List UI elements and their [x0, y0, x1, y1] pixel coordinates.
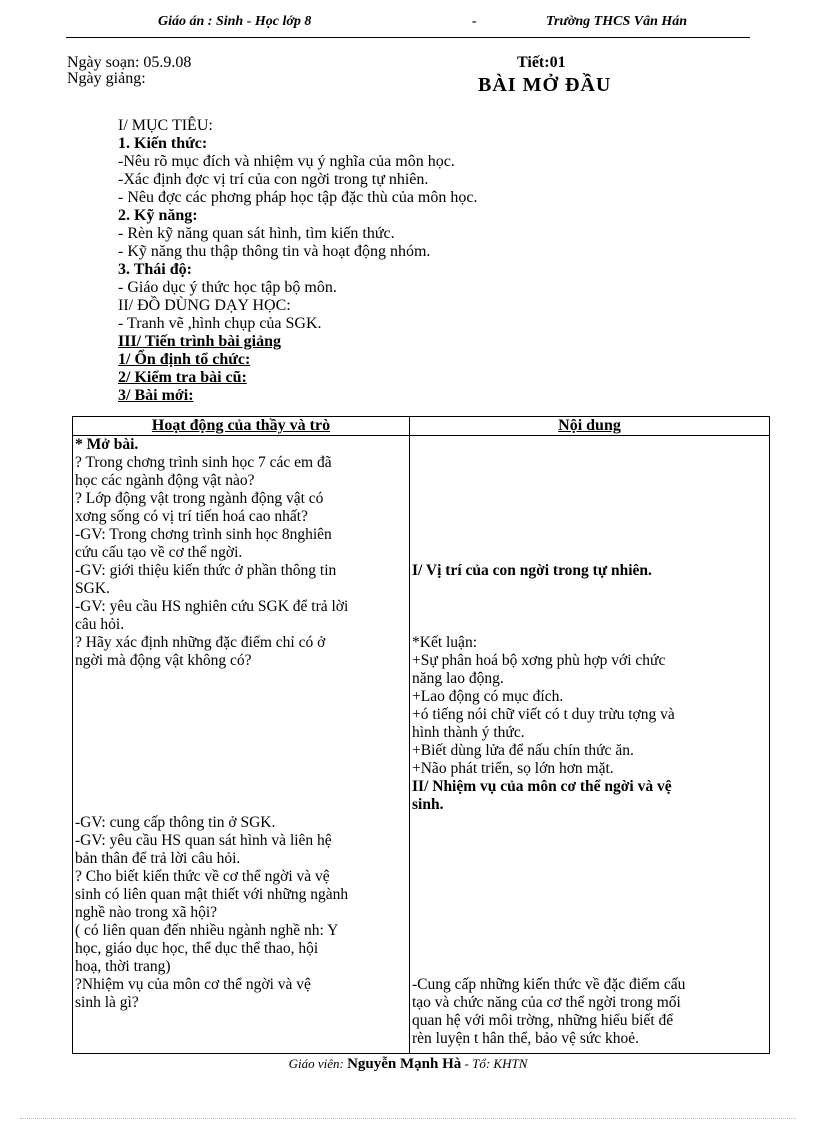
activity-line: SGK.	[75, 580, 110, 597]
activity-line: ? Trong chơng trình sinh học 7 các em đã	[75, 454, 332, 471]
footer-group: - Tổ: KHTN	[464, 1056, 528, 1071]
col-header-activities: Hoạt động của thầy và trò	[73, 417, 410, 436]
skills-item: - Kỹ năng thu thập thông tin và hoạt động nhóm.	[118, 243, 431, 260]
activity-line: ? Lớp động vật trong ngành động vật có	[75, 490, 324, 507]
table-header-row	[73, 417, 770, 436]
conclusion-line: +Lao động có mục đích.	[412, 688, 564, 705]
activity-line: -GV: giới thiệu kiến thức ở phần thông tin	[75, 562, 337, 579]
header-separator: -	[472, 14, 477, 29]
activity-line: ngời mà động vật không có?	[75, 652, 252, 669]
knowledge-item: -Nêu rõ mục đích và nhiệm vụ ý nghĩa của môn học.	[118, 153, 455, 170]
knowledge-item: - Nêu đợc các phơng pháp học tập đặc thù của môn học.	[118, 189, 478, 206]
activity-line: cứu cấu tạo về cơ thể ngời.	[75, 544, 243, 561]
activity-line: ?Nhiệm vụ của môn cơ thể ngời và vệ	[75, 976, 311, 993]
objectives-heading: I/ MỤC TIÊU:	[118, 117, 213, 134]
activity-line: ( có liên quan đến nhiều ngành nghề nh: Y	[75, 922, 339, 939]
skills-title: 2. Kỹ năng:	[118, 207, 198, 224]
activity-line: sinh có liên quan mật thiết với những ngành	[75, 886, 349, 903]
conclusion-line: năng lao động.	[412, 670, 504, 687]
header-school: Trường THCS Vân Hán	[546, 14, 688, 29]
step-new-lesson: 3/ Bài mới:	[118, 387, 194, 404]
col-header-content: Nội dung	[410, 417, 770, 436]
header-subject: Giáo án : Sinh - Học lớp 8	[158, 14, 312, 29]
section-task-heading: II/ Nhiệm vụ của môn cơ thể ngời và vệ	[412, 778, 672, 795]
materials-item: - Tranh vẽ ,hình chụp của SGK.	[118, 315, 322, 332]
lesson-table	[72, 416, 770, 1054]
knowledge-item: -Xác định đợc vị trí của con ngời trong tự nhiên.	[118, 171, 429, 188]
knowledge-title: 1. Kiến thức:	[118, 135, 208, 152]
activity-line: học các ngành động vật nào?	[75, 472, 255, 489]
activity-line: học, giáo dục học, thể dục thể thao, hội	[75, 940, 319, 957]
conclusion-line: +Não phát triển, sọ lớn hơn mặt.	[412, 760, 614, 777]
process-title: III/ Tiến trình bài giảng	[118, 333, 282, 350]
date-prepared: Ngày soạn: 05.9.08	[67, 54, 192, 71]
activity-line: bản thân để trả lời câu hỏi.	[75, 850, 241, 867]
task-line: quan hệ với môi trờng, những hiểu biết để	[412, 1012, 674, 1029]
activity-line: nghề nào trong xã hội?	[75, 904, 218, 921]
lesson-number: Tiết:01	[517, 54, 566, 71]
attitude-item: - Giáo dục ý thức học tập bộ môn.	[118, 279, 337, 296]
table-body-row	[73, 436, 770, 1054]
activity-line: ? Cho biết kiến thức về cơ thể ngời và vệ	[75, 868, 330, 885]
activity-line: xơng sống có vị trí tiến hoá cao nhất?	[75, 508, 308, 525]
materials-title: II/ ĐỒ DÙNG DẠY HỌC:	[118, 297, 291, 314]
activity-line: sinh là gì?	[75, 994, 139, 1011]
activity-line: câu hỏi.	[75, 616, 125, 633]
footer-teacher-label: Giáo viên:	[288, 1056, 344, 1071]
skills-item: - Rèn kỹ năng quan sát hình, tìm kiến thức.	[118, 225, 395, 242]
activities-cell	[73, 436, 410, 1054]
activity-line: -GV: yêu cầu HS nghiên cứu SGK để trả lời	[75, 598, 349, 615]
page-footer	[0, 1056, 816, 1073]
activity-line: hoạ, thời trang)	[75, 958, 171, 975]
date-taught: Ngày giảng:	[67, 70, 146, 87]
conclusion-line: *Kết luận:	[412, 634, 477, 651]
step-check-old-lesson: 2/ Kiểm tra bài cũ:	[118, 369, 247, 386]
activity-line: -GV: cung cấp thông tin ở SGK.	[75, 814, 276, 831]
activity-line: -GV: Trong chơng trình sinh học 8nghiên	[75, 526, 332, 543]
conclusion-line: +ó tiếng nói chữ viết có t duy trừu tợng và	[412, 706, 675, 723]
task-line: rèn luyện t hân thể, bảo vệ sức khoẻ.	[412, 1030, 640, 1047]
activity-line: ? Hãy xác định những đặc điểm chỉ có ở	[75, 634, 326, 651]
section-task-heading-cont: sinh.	[412, 796, 444, 813]
conclusion-line: hình thành ý thức.	[412, 724, 525, 741]
section-position-heading: I/ Vị trí của con ngời trong tự nhiên.	[412, 562, 652, 579]
step-stabilize: 1/ Ổn định tổ chức:	[118, 351, 251, 368]
lesson-title: BÀI MỞ ĐẦU	[478, 74, 612, 96]
conclusion-line: +Sự phân hoá bộ xơng phù hợp với chức	[412, 652, 666, 669]
activity-line: -GV: yêu cầu HS quan sát hình và liên hệ	[75, 832, 332, 849]
intro-label: * Mở bài.	[75, 436, 139, 453]
attitude-title: 3. Thái độ:	[118, 261, 192, 278]
task-line: -Cung cấp những kiến thức về đặc điểm cấu	[412, 976, 686, 993]
conclusion-line: +Biết dùng lửa để nấu chín thức ăn.	[412, 742, 634, 759]
footer-teacher-name: Nguyễn Mạnh Hà	[347, 1056, 462, 1072]
page-bottom-rule	[20, 1118, 796, 1119]
task-line: tạo và chức năng của cơ thể ngời trong mối	[412, 994, 681, 1011]
content-cell	[410, 436, 770, 1054]
header-rule	[66, 37, 750, 38]
objectives-section	[118, 117, 638, 405]
